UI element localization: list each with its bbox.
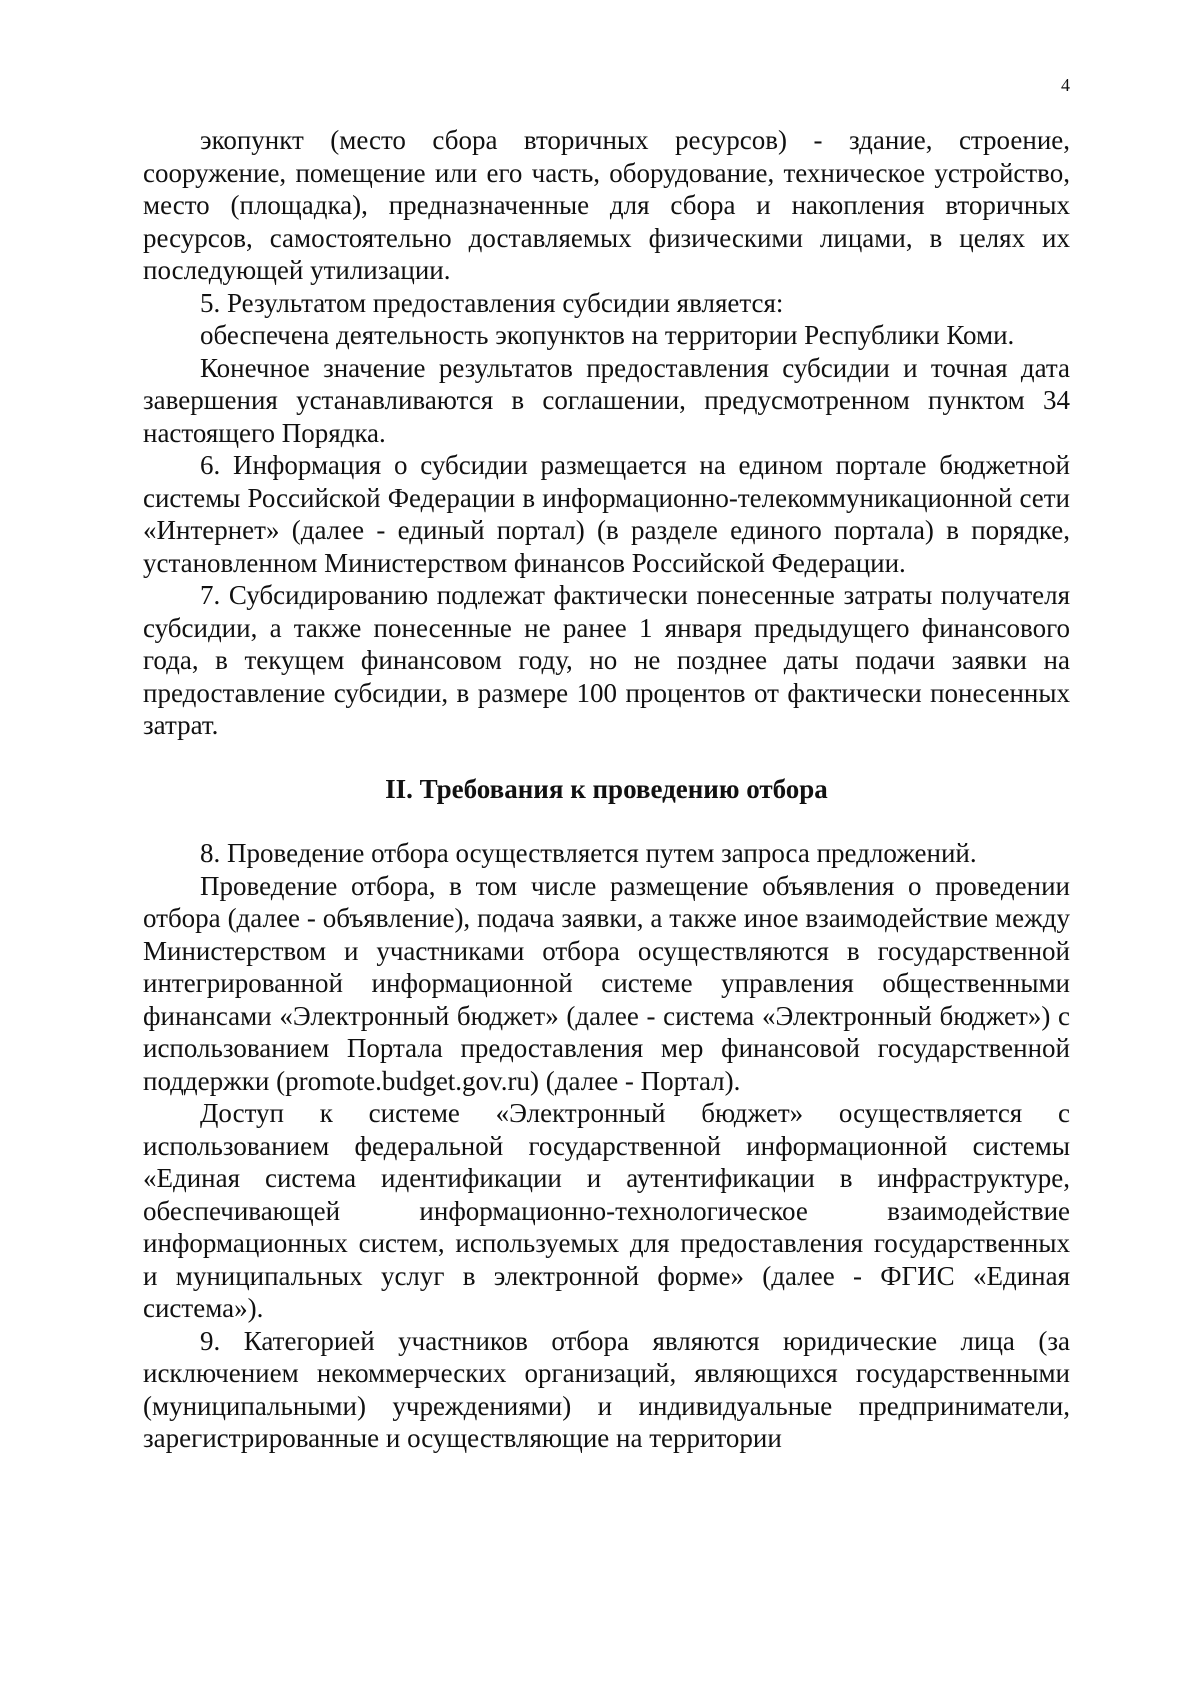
section-heading: II. Требования к проведению отбора <box>385 773 828 804</box>
paragraph-item-8-procedure: Проведение отбора, в том числе размещение объявления о проведении отбора (далее - объявление), подача заявки, а также иное взаимодействие между Министерством и участниками отбора осуществляются в государственной интегрированной информационной системе управления общественными финансами «Электронный бюджет» (далее - система «Электронный бюджет») с использованием Портала предоставления мер финансовой государственной поддержки (promote.budget.gov.ru) (далее - Портал). <box>143 870 1070 1096</box>
paragraph-item-5-final-value: Конечное значение результатов предоставления субсидии и точная дата завершения устанавливаются в соглашении, предусмотренном пунктом 34 настоящего Порядка. <box>143 352 1070 448</box>
paragraph-item-8: 8. Проведение отбора осуществляется путем запроса предложений. <box>200 838 977 868</box>
paragraph-item-7: 7. Субсидированию подлежат фактически понесенные затраты получателя субсидии, а также понесенные не ранее 1 января предыдущего финансового года, в текущем финансовом году, но не позднее даты подачи заявки на предоставление субсидии, в размере 100 процентов от фактически понесенных затрат. <box>143 580 1070 740</box>
paragraph-item-8-access: Доступ к системе «Электронный бюджет» осуществляется с использованием федеральной государственной информационной системы «Единая система идентификации и аутентификации в инфраструктуре, обеспечивающей информационно-технологическое взаимодействие информационных систем, используемых для предоставления государственных и муниципальных услуг в электронной форме» (далее - ФГИС «Единая система»). <box>143 1098 1070 1323</box>
section-spacer-bottom <box>143 805 1070 837</box>
section-spacer-top <box>143 742 1070 773</box>
page-number: 4 <box>1061 75 1070 95</box>
paragraph-item-9: 9. Категорией участников отбора являются юридические лица (за исключением некоммерческих организаций, являющихся государственными (муниципальными) учреждениями) и индивидуальные предприниматели, зарегистрированные и осуществляющие на территории <box>143 1325 1070 1453</box>
paragraph-item-5: 5. Результатом предоставления субсидии является: <box>200 287 784 318</box>
paragraph-ecopoint-definition: экопункт (место сбора вторичных ресурсов) - здание, строение, сооружение, помещение или его часть, оборудование, техническое устройство, место (площадка), предназначенные для сбора и накопления вторичных ресурсов, самостоятельно доставляемых физическими лицами, в целях их последующей утилизации. <box>143 125 1070 285</box>
paragraph-item-6: 6. Информация о субсидии размещается на едином портале бюджетной системы Российской Федерации в информационно-телекоммуникационной сети «Интернет» (далее - единый портал) (в разделе единого портала) в порядке, установленном Министерством финансов Российской Федерации. <box>143 450 1070 578</box>
document-body <box>143 124 1070 1455</box>
paragraph-item-5-result: обеспечена деятельность экопунктов на территории Республики Коми. <box>200 320 1015 350</box>
